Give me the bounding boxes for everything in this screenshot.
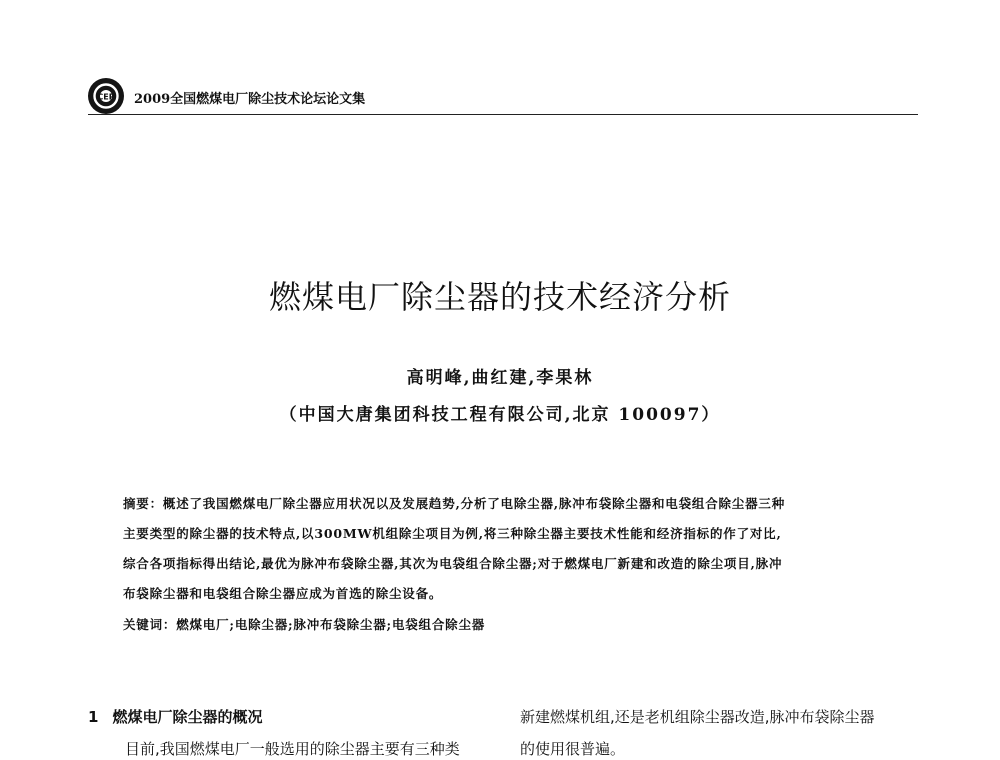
keywords-label: 关键词： [123,617,177,632]
header-rule [88,114,918,115]
section-heading [88,706,262,727]
section-title: 燃煤电厂除尘器的概况 [112,708,263,726]
section-number: 1 [88,708,99,726]
abstract-line-3: 综合各项指标得出结论,最优为脉冲布袋除尘器,其次为电袋组合除尘器;对于燃煤电厂新建和改造的除尘项目,脉冲 [123,556,783,571]
abstract-label: 摘要： [123,496,163,511]
abstract-line-2: 主要类型的除尘器的技术特点,以300MW机组除尘项目为例,将三种除尘器主要技术性能和经济指标的作了对比, [123,526,782,541]
body-left-line: 目前,我国燃煤电厂一般选用的除尘器主要有三种类 [125,740,460,758]
paper-title: 燃煤电厂除尘器的技术经济分析 [268,278,731,316]
keywords-text: 燃煤电厂;电除尘器;脉冲布袋除尘器;电袋组合除尘器 [176,617,486,632]
body-right-line-2: 的使用很普遍。 [520,740,626,758]
ceps-logo-icon [88,78,124,114]
paper-authors: 高明峰,曲红建,李果林 [406,368,594,388]
abstract-line-1 [123,489,893,519]
paper-affiliation: （中国大唐集团科技工程有限公司,北京 100097） [279,405,721,425]
abstract-block [123,489,893,609]
series-title: 2009全国燃煤电厂除尘技术论坛论文集 [134,92,366,107]
abstract-line-4: 布袋除尘器和电袋组合除尘器应成为首选的除尘设备。 [123,586,443,601]
body-right-line-1: 新建燃煤机组,还是老机组除尘器改造,脉冲布袋除尘器 [520,708,875,726]
logo-lettering: CEP [97,92,115,102]
ceps-logo-graphic [88,78,124,114]
keywords-line [123,615,485,633]
running-header [88,78,918,118]
abstract-text-1: 概述了我国燃煤电厂除尘器应用状况以及发展趋势,分析了电除尘器,脉冲布袋除尘器和电袋组合除尘器三种 [162,496,786,511]
